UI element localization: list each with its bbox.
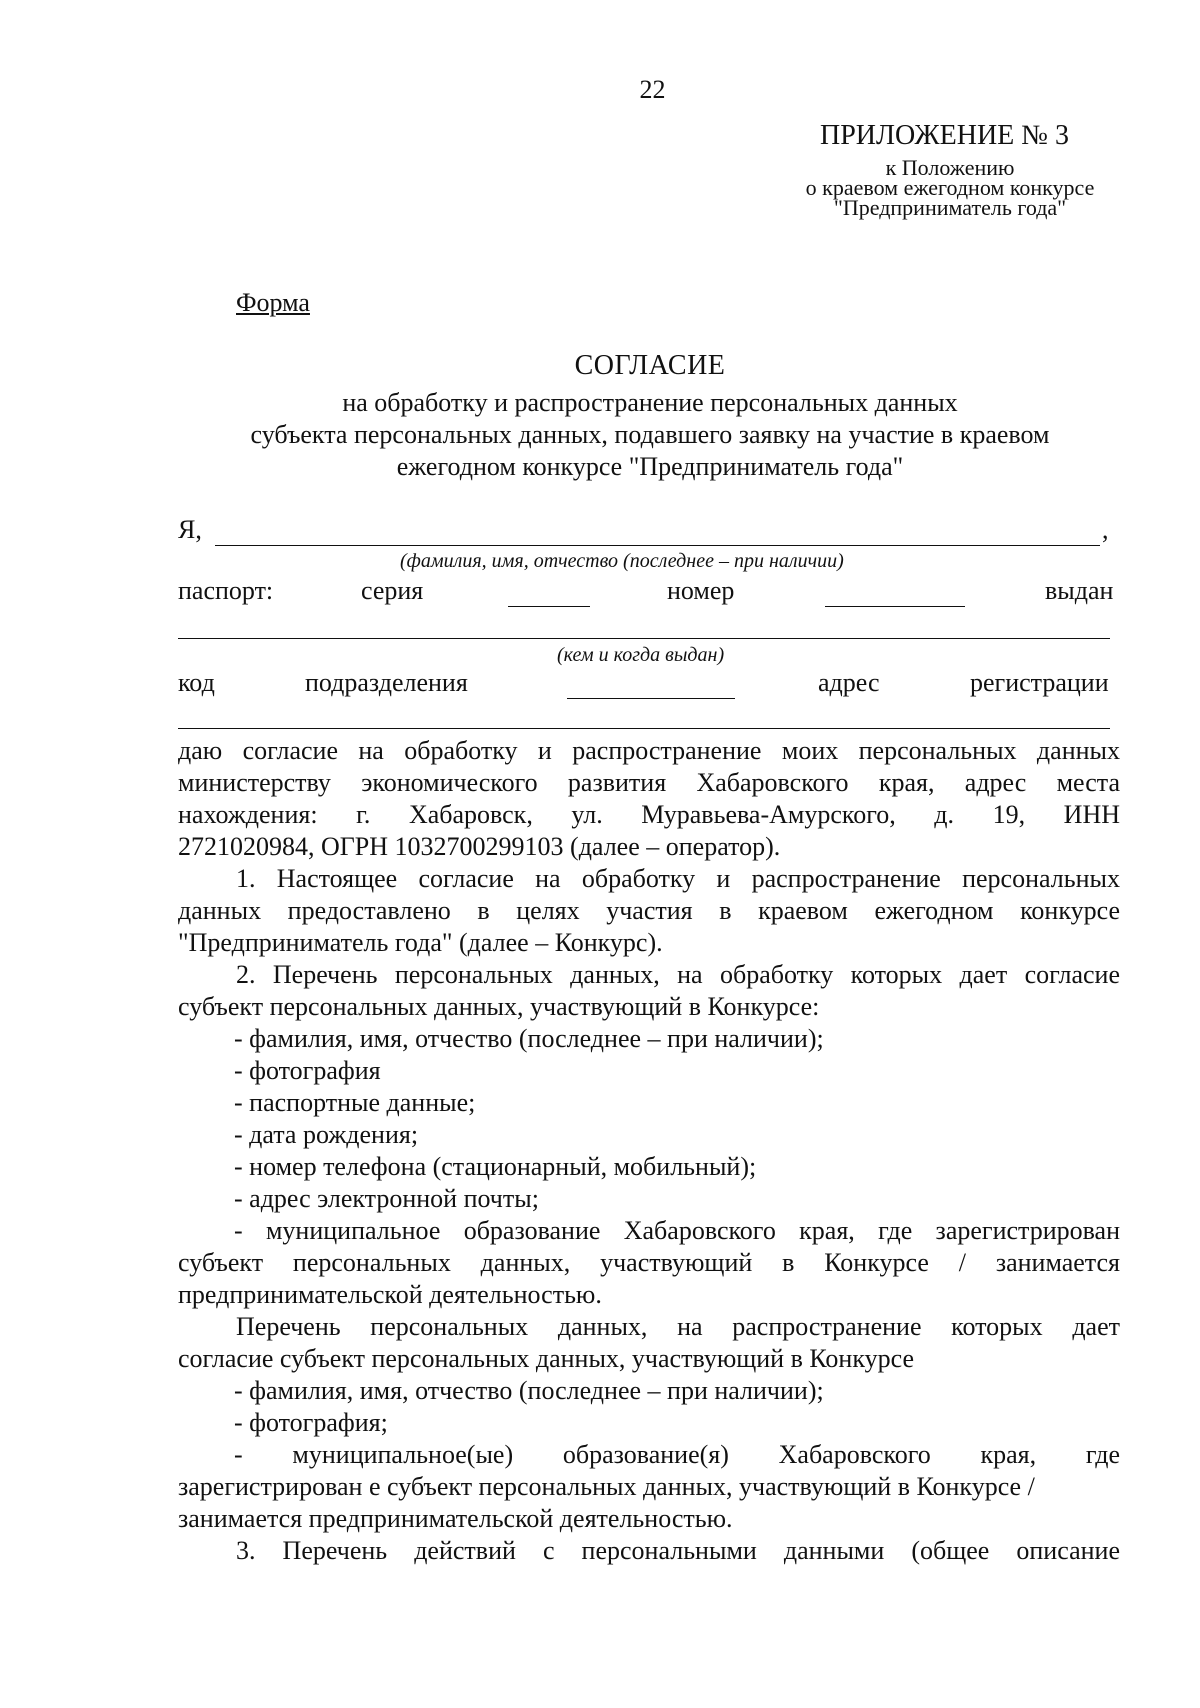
- document-subtitle-line: субъекта персональных данных, подавшего заявку на участие в краевом: [250, 420, 1050, 449]
- page-number: 22: [639, 75, 666, 104]
- list-item: - номер телефона (стационарный, мобильный);: [234, 1152, 757, 1181]
- list-item-continuation: занимается предпринимательской деятельностью.: [178, 1504, 733, 1533]
- appendix-subtitle-line: о краевом ежегодном конкурсе: [805, 175, 1095, 200]
- appendix-subtitle-line: к Положению: [885, 155, 1015, 180]
- document-subtitle-line: ежегодном конкурсе "Предприниматель года": [396, 452, 904, 481]
- name-field-caption: (фамилия, имя, отчество (последнее – при наличии): [400, 550, 844, 572]
- ya-label: Я,: [178, 515, 202, 544]
- number-field-line[interactable]: [825, 606, 965, 607]
- body-line: 2721020984, ОГРН 1032700299103 (далее – оператор).: [178, 832, 781, 861]
- paragraph-1-line: 1. Настоящее согласие на обработку и распространение персональных: [236, 864, 1120, 893]
- body-line: нахождения: г. Хабаровск, ул. Муравьева-Амурского, д. 19, ИНН: [178, 800, 1120, 829]
- list-item: - дата рождения;: [234, 1120, 419, 1149]
- document-subtitle-line: на обработку и распространение персональных данных: [342, 388, 958, 417]
- name-field-line[interactable]: [215, 545, 1100, 546]
- issued-label: выдан: [1045, 576, 1114, 605]
- number-label: номер: [667, 576, 735, 605]
- issued-by-field-line[interactable]: [178, 638, 1110, 639]
- address-field-line[interactable]: [178, 728, 1110, 729]
- division-label: подразделения: [305, 668, 468, 697]
- list-item: - фамилия, имя, отчество (последнее – при наличии);: [234, 1376, 824, 1405]
- passport-label: паспорт:: [178, 576, 274, 605]
- body-line: даю согласие на обработку и распространение моих персональных данных: [178, 736, 1120, 765]
- paragraph-3-line: 3. Перечень действий с персональными данными (общее описание: [236, 1536, 1120, 1565]
- issued-by-caption: (кем и когда выдан): [557, 644, 725, 666]
- list-item-continuation: субъект персональных данных, участвующий в Конкурсе / занимается: [178, 1248, 1120, 1277]
- document-title: СОГЛАСИЕ: [574, 350, 726, 381]
- distribution-list-intro: согласие субъект персональных данных, участвующий в Конкурсе: [178, 1344, 914, 1373]
- list-item: - паспортные данные;: [234, 1088, 476, 1117]
- list-item: - фамилия, имя, отчество (последнее – при наличии);: [234, 1024, 824, 1053]
- appendix-subtitle-line: "Предприниматель года": [833, 195, 1067, 220]
- paragraph-1-line: данных предоставлено в целях участия в краевом ежегодном конкурсе: [178, 896, 1120, 925]
- form-label: Форма: [236, 288, 310, 317]
- list-item: - муниципальное(ые) образование(я) Хабаровского края, где: [234, 1440, 1120, 1469]
- list-item: - адрес электронной почты;: [234, 1184, 539, 1213]
- address-label: адрес: [818, 668, 880, 697]
- paragraph-1-line: "Предприниматель года" (далее – Конкурс).: [178, 928, 663, 957]
- distribution-list-intro: Перечень персональных данных, на распространение которых дает: [236, 1312, 1120, 1341]
- series-field-line[interactable]: [508, 606, 590, 607]
- paragraph-2-line: 2. Перечень персональных данных, на обработку которых дает согласие: [236, 960, 1120, 989]
- series-label: серия: [361, 576, 424, 605]
- comma-mark: ,: [1102, 515, 1109, 544]
- list-item: - фотография: [234, 1056, 381, 1085]
- paragraph-2-line: субъект персональных данных, участвующий в Конкурсе:: [178, 992, 820, 1021]
- list-item-continuation: предпринимательской деятельностью.: [178, 1280, 602, 1309]
- list-item-continuation: зарегистрирован е субъект персональных данных, участвующий в Конкурсе /: [178, 1472, 1035, 1501]
- code-label: код: [178, 668, 215, 697]
- list-item: - муниципальное образование Хабаровского края, где зарегистрирован: [234, 1216, 1120, 1245]
- division-code-field-line[interactable]: [567, 698, 735, 699]
- list-item: - фотография;: [234, 1408, 388, 1437]
- registration-label: регистрации: [970, 668, 1109, 697]
- body-line: министерству экономического развития Хабаровского края, адрес места: [178, 768, 1120, 797]
- appendix-title: ПРИЛОЖЕНИЕ № 3: [820, 120, 1069, 151]
